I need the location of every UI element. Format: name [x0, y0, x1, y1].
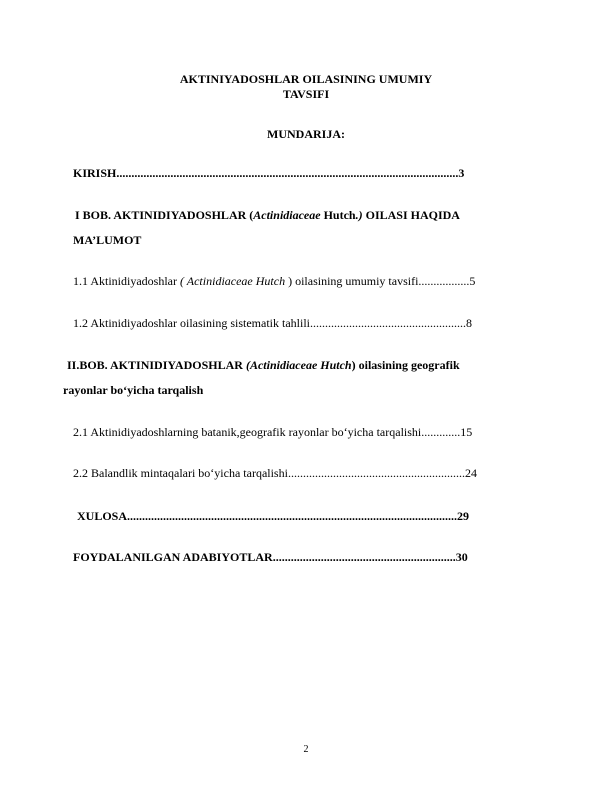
- toc-entry-1-1-latin: ( Actinidiaceae Hutch: [180, 274, 286, 288]
- toc-entry-adabiyotlar: FOYDALANILGAN ADABIYOTLAR.............................................................30: [73, 550, 468, 564]
- toc-entry-bob1-part2: OILASI HAQIDA: [362, 208, 460, 222]
- toc-heading: MUNDARIJA:: [267, 127, 345, 141]
- toc-entry-bob1-close: .): [355, 208, 363, 222]
- toc-entry-xulosa: XULOSA..............................................................................................................29: [77, 509, 470, 523]
- toc-entry-bob1-author: Hutch: [320, 208, 356, 222]
- document-title-line-2: TAVSIFI: [282, 87, 330, 101]
- toc-entry-1-2: 1.2 Aktinidiyadoshlar oilasining sistematik tahlili....................................................8: [73, 316, 472, 330]
- toc-entry-1-1-part1: 1.1 Aktinidiyadoshlar: [73, 274, 180, 288]
- toc-entry-2-1: 2.1 Aktinidiyadoshlarning batanik,geografik rayonlar bo‘yicha tarqalishi.............15: [73, 425, 473, 439]
- toc-entry-bob2-part1: II.BOB. AKTINIDIYADOSHLAR: [67, 358, 246, 372]
- toc-entry-1-1: [73, 274, 475, 288]
- toc-entry-kirish: KIRISH..................................................................................................................3: [73, 166, 465, 180]
- page-number: 2: [303, 744, 309, 755]
- toc-entry-bob2: [67, 358, 460, 372]
- toc-entry-bob2-line-2: rayonlar bo‘yicha tarqalish: [63, 383, 204, 397]
- toc-entry-bob1-part1: I BOB. AKTINIDIYADOSHLAR (: [75, 208, 254, 222]
- toc-entry-2-2: 2.2 Balandlik mintaqalari bo‘yicha tarqalishi...........................................................24: [73, 466, 477, 480]
- toc-entry-bob1: [75, 208, 460, 222]
- toc-entry-bob1-latin: Actinidiaceae: [253, 208, 321, 222]
- toc-entry-bob2-latin: (Actinidiaceae Hutch: [245, 358, 352, 372]
- toc-entry-bob1-line-2: MA’LUMOT: [73, 233, 142, 247]
- document-title-line-1: AKTINIYADOSHLAR OILASINING UMUMIY: [179, 72, 433, 86]
- toc-entry-bob2-part2: ) oilasining geografik: [351, 358, 460, 372]
- toc-entry-1-1-part2: ) oilasining umumiy tavsifi.................5: [285, 274, 476, 288]
